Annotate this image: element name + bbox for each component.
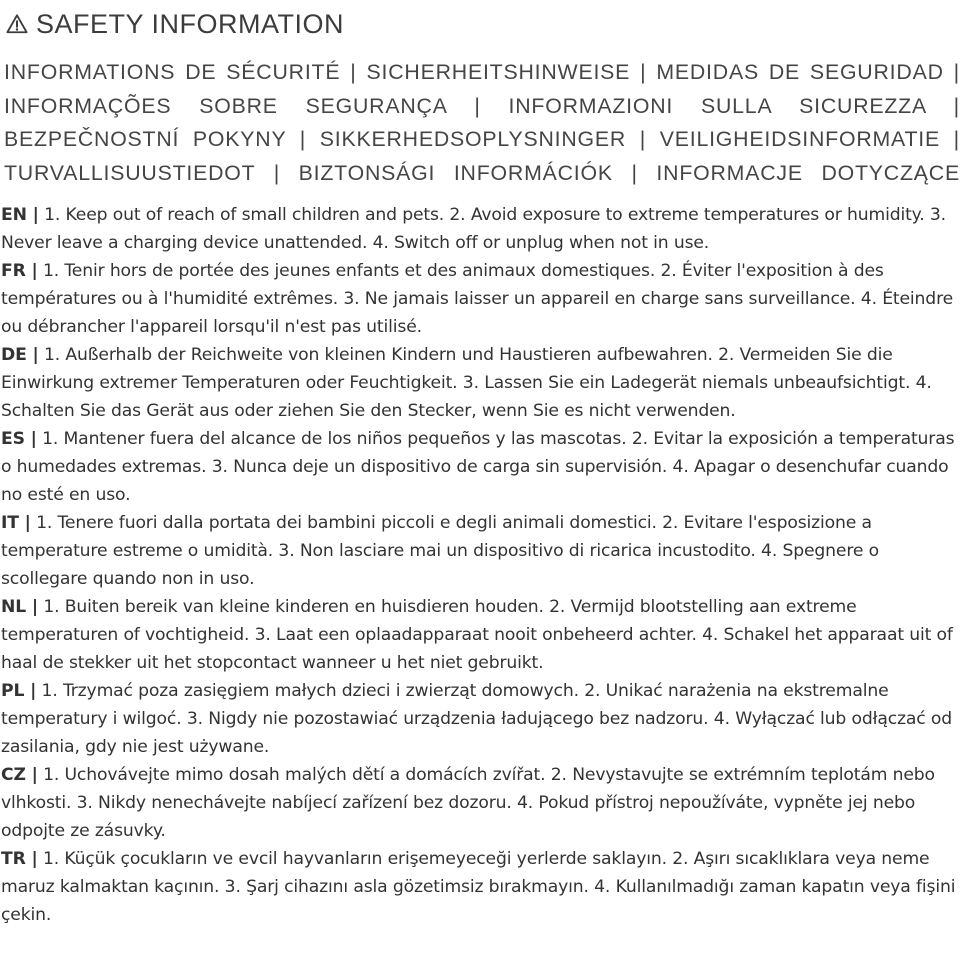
language-code: DE | xyxy=(1,345,39,365)
language-code: TR | xyxy=(1,849,38,869)
subtitle-line: TURVALLISUUSTIEDOT | BIZTONSÁGI INFORMÁCIÓK | INFORMACJE DOTYCZĄCE xyxy=(4,160,960,185)
section-text: 1. Tenir hors de portée des jeunes enfants et des animaux domestiques. 2. Éviter l'exposition à des températures ou à l'humidité extrêmes. 3. Ne jamais laisser un appareil en charge sans surveillance. 4. Éteindre ou débrancher l'appareil lorsqu'il n'est pas utilisé. xyxy=(1,261,954,337)
section-text: 1. Keep out of reach of small children and pets. 2. Avoid exposure to extreme temperatures or humidity. 3. Never leave a charging device unattended. 4. Switch off or unplug when not in use. xyxy=(1,205,946,253)
section-de xyxy=(1,341,967,425)
subtitle-line: BEZPEČNOSTNÍ POKYNY | SIKKERHEDSOPLYSNINGER | VEILIGHEIDSINFORMATIE | xyxy=(4,127,960,151)
section-text: 1. Buiten bereik van kleine kinderen en huisdieren houden. 2. Vermijd blootstelling aan extreme temperaturen of vochtigheid. 3. Laat een oplaadapparaat nooit onbeheerd achter. 4. Schakel het apparaat uit of haal de stekker uit het stopcontact wanneer u het niet gebruikt. xyxy=(1,597,953,673)
language-code: FR | xyxy=(1,261,38,281)
section-cz xyxy=(1,761,967,845)
language-code: ES | xyxy=(1,429,37,449)
section-it xyxy=(1,509,967,593)
subtitle-line: INFORMATIONS DE SÉCURITÉ | SICHERHEITSHINWEISE | MEDIDAS DE SEGURIDAD | xyxy=(4,60,960,84)
section-text: 1. Trzymać poza zasięgiem małych dzieci i zwierząt domowych. 2. Unikać narażenia na ekstremalne temperatury i wilgoć. 3. Nigdy nie pozostawiać urządzenia ładującego bez nadzoru. 4. Wyłączać lub odłączać od zasilania, gdy nie jest używane. xyxy=(1,681,953,757)
section-tr xyxy=(1,845,967,929)
section-text: 1. Tenere fuori dalla portata dei bambini piccoli e degli animali domestici. 2. Evitare l'esposizione a temperature estreme o umidità. 3. Non lasciare mai un dispositivo di ricarica incustodito. 4. Spegnere o scollegare quando non in uso. xyxy=(1,513,879,589)
language-code: CZ | xyxy=(1,765,38,785)
section-text: 1. Küçük çocukların ve evcil hayvanların erişemeyeceği yerlerde saklayın. 2. Aşırı sıcaklıklara veya neme maruz kalmaktan kaçının. 3. Şarj cihazını asla gözetimsiz bırakmayın. 4. Kullanılmadığı zaman kapatın veya fişini çekin. xyxy=(1,849,956,925)
section-pl xyxy=(1,677,967,761)
section-text: 1. Mantener fuera del alcance de los niños pequeños y las mascotas. 2. Evitar la exposición a temperaturas o humedades extremas. 3. Nunca deje un dispositivo de carga sin supervisión. 4. Apagar o desenchufar cuando no esté en uso. xyxy=(1,429,955,505)
section-fr xyxy=(1,257,967,341)
subtitle-languages xyxy=(4,56,960,190)
header xyxy=(4,6,960,190)
language-code: EN | xyxy=(1,205,39,225)
section-en xyxy=(1,201,967,257)
safety-text-body xyxy=(1,201,967,929)
page-title xyxy=(4,6,960,42)
title-text: SAFETY INFORMATION xyxy=(36,8,345,39)
language-code: IT | xyxy=(1,513,31,533)
section-text: 1. Außerhalb der Reichweite von kleinen Kindern und Haustieren aufbewahren. 2. Vermeiden Sie die Einwirkung extremer Temperaturen oder Feuchtigkeit. 3. Lassen Sie ein Ladegerät niemals unbeaufsichtigt. 4. Schalten Sie das Gerät aus oder ziehen Sie den Stecker, wenn Sie es nicht verwenden. xyxy=(1,345,932,421)
section-nl xyxy=(1,593,967,677)
language-code: PL | xyxy=(1,681,37,701)
section-text: 1. Uchovávejte mimo dosah malých dětí a domácích zvířat. 2. Nevystavujte se extrémním teplotám nebo vlhkosti. 3. Nikdy nenechávejte nabíjecí zařízení bez dozoru. 4. Pokud přístroj nepoužíváte, vypněte jej nebo odpojte ze zásuvky. xyxy=(1,765,935,841)
section-es xyxy=(1,425,967,509)
warning-triangle-icon xyxy=(6,13,28,35)
language-code: NL | xyxy=(1,597,38,617)
subtitle-line: INFORMAÇÕES SOBRE SEGURANÇA | INFORMAZIONI SULLA SICUREZZA | xyxy=(4,93,960,118)
